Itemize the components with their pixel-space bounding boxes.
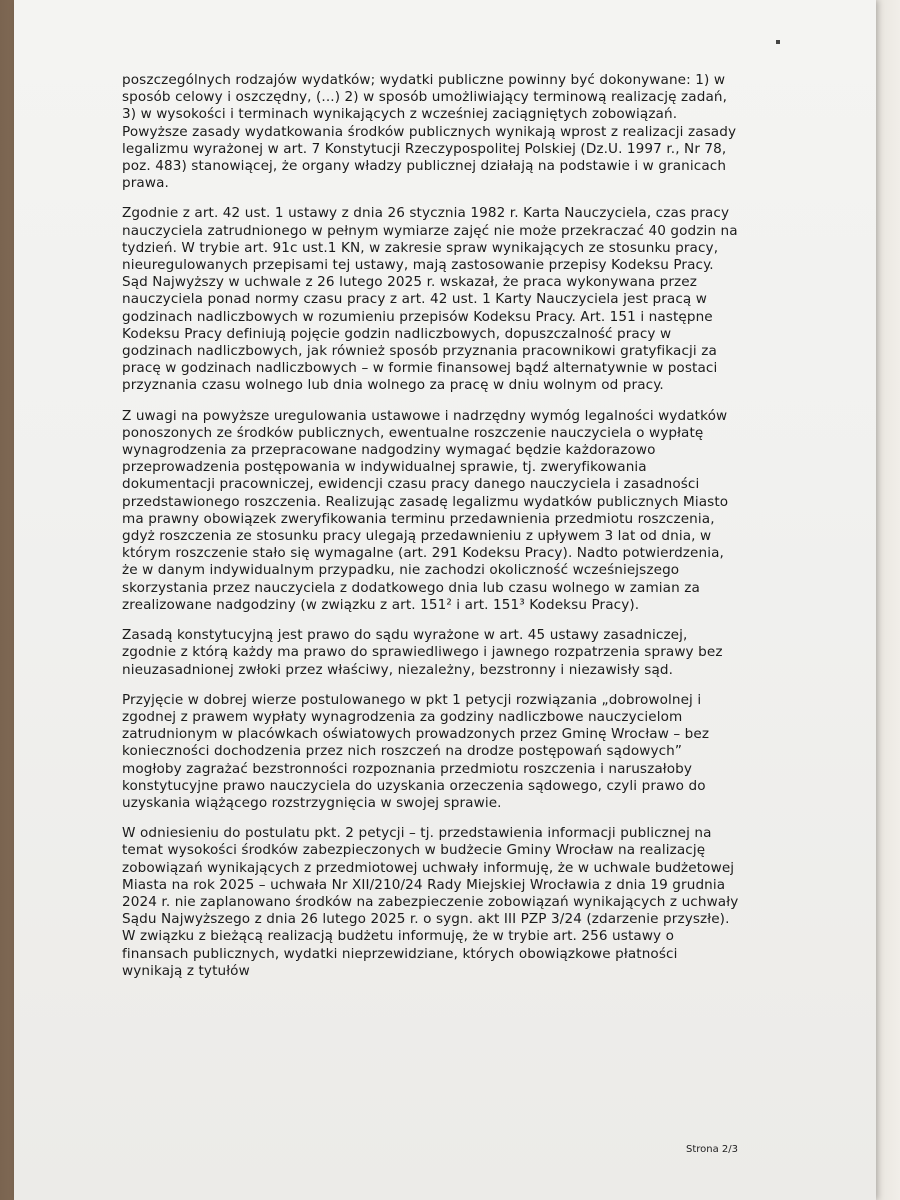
- document-body: [122, 72, 742, 993]
- paragraph: Przyjęcie w dobrej wierze postulowanego w pkt 1 petycji rozwiązania „dobrowolnej i zgodnej z prawem wypłaty wynagrodzenia za godziny nadliczbowe nauczycielom zatrudnionym w placówkach oświatowych prowadzonych przez Gminę Wrocław – bez konieczności dochodzenia przez nich roszczeń na drodze postępowań sądowych” mogłoby zagrażać bezstronności rozpoznania przedmiotu roszczenia i naruszałoby konstytucyjne prawo nauczyciela do uzyskania orzeczenia sądowego, czyli prawo do uzyskania wiążącego rozstrzygnięcia w swojej sprawie.: [122, 691, 710, 811]
- paragraph: Zgodnie z art. 42 ust. 1 ustawy z dnia 26 stycznia 1982 r. Karta Nauczyciela, czas pracy nauczyciela zatrudnionego w pełnym wymiarze zajęć nie może przekraczać 40 godzin na tydzień. W trybie art. 91c ust.1 KN, w zakresie spraw wynikających ze stosunku pracy, nieuregulowanych przepisami tej ustawy, mają zastosowanie przepisy Kodeksu Pracy. Sąd Najwyższy w uchwale z 26 lutego 2025 r. wskazał, że praca wykonywana przez nauczyciela ponad normy czasu pracy z art. 42 ust. 1 Karty Nauczyciela jest pracą w godzinach nadliczbowych w rozumieniu przepisów Kodeksu Pracy. Art. 151 i następne Kodeksu Pracy definiują pojęcie godzin nadliczbowych, dopuszczalność pracy w godzinach nadliczbowych, jak również sposób przyznania pracownikowi gratyfikacji za pracę w godzinach nadliczbowych – w formie finansowej bądź alternatywnie w postaci przyznania czasu wolnego lub dnia wolnego za pracę w dniu wolnym od pracy.: [122, 205, 738, 394]
- paragraph: poszczególnych rodzajów wydatków; wydatki publiczne powinny być dokonywane: 1) w sposób celowy i oszczędny, (...) 2) w sposób umożliwiający terminową realizację zadań, 3) w wysokości i terminach wynikających z wcześniej zaciągniętych zobowiązań. Powyższe zasady wydatkowania środków publicznych wynikają wprost z realizacji zasady legalizmu wyrażonej w art. 7 Konstytucji Rzeczypospolitej Polskiej (Dz.U. 1997 r., Nr 78, poz. 483) stanowiącej, że organy władzy publicznej działają na podstawie i w granicach prawa.: [122, 72, 737, 192]
- page-mark: [776, 40, 780, 44]
- page-number: Strona 2/3: [686, 1144, 739, 1155]
- paragraph: Zasadą konstytucyjną jest prawo do sądu wyrażone w art. 45 ustawy zasadniczej, zgodnie z którą każdy ma prawo do sprawiedliwego i jawnego rozpatrzenia sprawy bez nieuzasadnionej zwłoki przez właściwy, niezależny, bezstronny i niezawisły sąd.: [122, 627, 723, 678]
- paragraph: Z uwagi na powyższe uregulowania ustawowe i nadrzędny wymóg legalności wydatków ponoszonych ze środków publicznych, ewentualne roszczenie nauczyciela o wypłatę wynagrodzenia za przepracowane nadgodziny wymagać będzie każdorazowo przeprowadzenia postępowania w indywidualnej sprawie, tj. zweryfikowania dokumentacji pracowniczej, ewidencji czasu pracy danego nauczyciela i zasadności przedstawionego roszczenia. Realizując zasadę legalizmu wydatków publicznych Miasto ma prawny obowiązek zweryfikowania terminu przedawnienia przedmiotu roszczenia, gdyż roszczenia ze stosunku pracy ulegają przedawnieniu z upływem 3 lat od dnia, w którym roszczenie stało się wymagalne (art. 291 Kodeksu Pracy). Nadto potwierdzenia, że w danym indywidualnym przypadku, nie zachodzi okoliczność wcześniejszego skorzystania przez nauczyciela z dodatkowego dnia lub czasu wolnego w zamian za zrealizowane nadgodziny (w związku z art. 151² i art. 151³ Kodeksu Pracy).: [122, 407, 729, 613]
- document-page: [14, 0, 876, 1200]
- paragraph: W odniesieniu do postulatu pkt. 2 petycji – tj. przedstawienia informacji publicznej na temat wysokości środków zabezpieczonych w budżecie Gminy Wrocław na realizację zobowiązań wynikających z przedmiotowej uchwały informuję, że w uchwale budżetowej Miasta na rok 2025 – uchwała Nr XII/210/24 Rady Miejskiej Wrocławia z dnia 19 grudnia 2024 r. nie zaplanowano środków na zabezpieczenie zobowiązań wynikających z uchwały Sądu Najwyższego z dnia 26 lutego 2025 r. o sygn. akt III PZP 3/24 (zdarzenie przyszłe). W związku z bieżącą realizacją budżetu informuję, że w trybie art. 256 ustawy o finansach publicznych, wydatki nieprzewidziane, których obowiązkowe płatności wynikają z tytułów: [122, 825, 739, 979]
